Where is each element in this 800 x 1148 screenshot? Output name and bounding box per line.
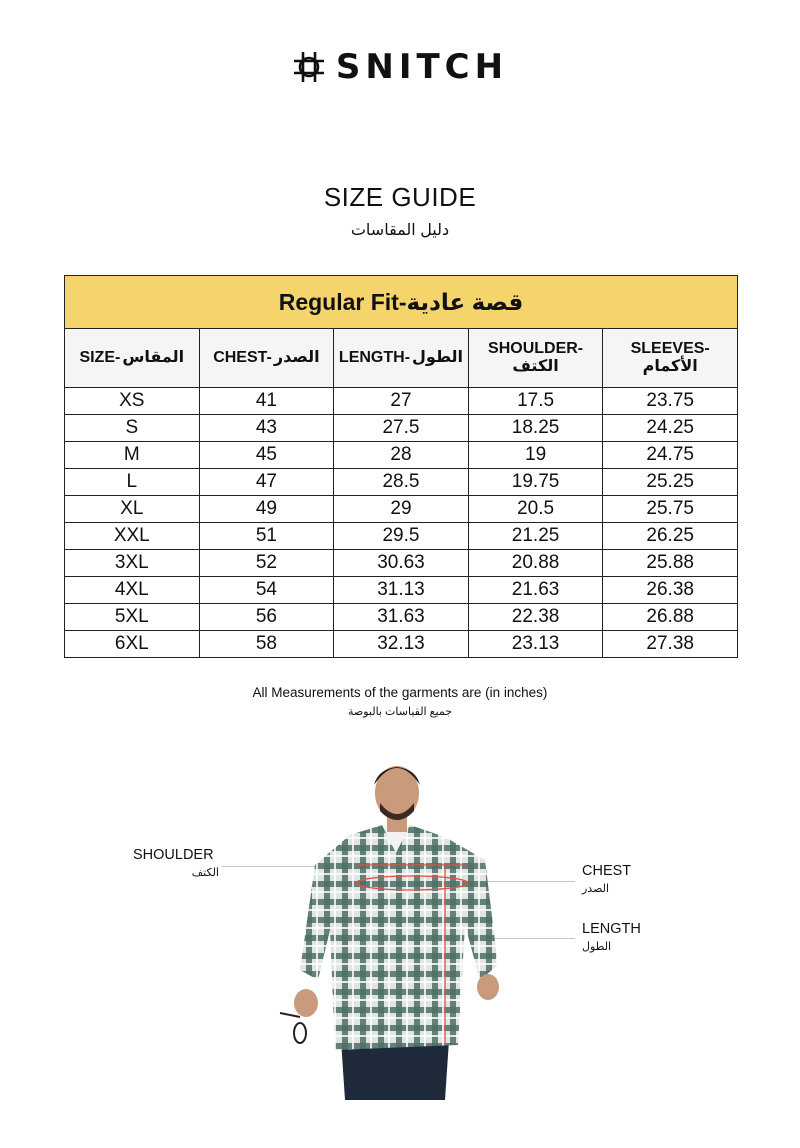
table-row [65,577,738,604]
column-header-shoulder [468,329,603,388]
table-cell-sleeves: 25.25 [603,469,738,496]
table-cell-length: 31.13 [334,577,469,604]
table-cell-length: 28.5 [334,469,469,496]
table-cell-sleeves: 24.75 [603,442,738,469]
table-cell-length: 29 [334,496,469,523]
table-cell-sleeves: 25.88 [603,550,738,577]
table-cell-size: XS [65,388,200,415]
table-cell-shoulder: 21.25 [468,523,603,550]
table-cell-size: S [65,415,200,442]
table-cell-size: M [65,442,200,469]
table-cell-chest: 54 [199,577,334,604]
table-cell-chest: 56 [199,604,334,631]
table-cell-shoulder: 23.13 [468,631,603,658]
table-row [65,469,738,496]
column-header-sleeves [603,329,738,388]
table-cell-size: 6XL [65,631,200,658]
table-cell-shoulder: 19 [468,442,603,469]
table-cell-chest: 51 [199,523,334,550]
column-header-ar: الطول [412,349,464,366]
table-cell-chest: 47 [199,469,334,496]
table-cell-chest: 45 [199,442,334,469]
column-header-ar: الكتف [512,358,559,375]
column-header-ar: المقاس [122,349,185,366]
snitch-knot-icon [292,50,326,84]
measurement-note: All Measurements of the garments are (in inches) [252,685,548,700]
table-cell-shoulder: 18.25 [468,415,603,442]
label-length-arabic: الطول [582,941,612,953]
table-cell-length: 31.63 [334,604,469,631]
size-chart-table [64,328,738,658]
table-cell-sleeves: 26.38 [603,577,738,604]
measurement-note-arabic: جميع القياسات بالبوصة [347,706,453,718]
column-header-ar: الصدر [273,349,320,366]
table-cell-size: XL [65,496,200,523]
table-cell-sleeves: 26.88 [603,604,738,631]
table-cell-sleeves: 25.75 [603,496,738,523]
table-cell-sleeves: 24.25 [603,415,738,442]
table-cell-shoulder: 17.5 [468,388,603,415]
column-header-en: LENGTH- [338,349,411,366]
column-header-chest [199,329,334,388]
table-row [65,388,738,415]
label-chest-arabic: الصدر [582,883,610,895]
column-header-en: CHEST- [213,349,272,366]
table-row [65,523,738,550]
table-cell-length: 32.13 [334,631,469,658]
table-cell-sleeves: 23.75 [603,388,738,415]
label-length: LENGTH [582,921,641,937]
table-cell-sleeves: 27.38 [603,631,738,658]
column-header-en: SHOULDER- [488,340,584,357]
size-table [64,275,738,658]
table-cell-length: 27 [334,388,469,415]
table-row [65,415,738,442]
table-header-row [65,329,738,388]
table-cell-chest: 43 [199,415,334,442]
table-row [65,442,738,469]
table-cell-shoulder: 19.75 [468,469,603,496]
table-cell-length: 30.63 [334,550,469,577]
page-title: SIZE GUIDE [323,182,477,212]
table-cell-shoulder: 22.38 [468,604,603,631]
page-title-arabic: دليل المقاسات [350,222,450,239]
table-cell-size: L [65,469,200,496]
model-figure [270,755,520,1100]
table-cell-sleeves: 26.25 [603,523,738,550]
table-cell-size: 5XL [65,604,200,631]
table-cell-chest: 41 [199,388,334,415]
table-cell-chest: 49 [199,496,334,523]
table-row [65,550,738,577]
column-header-en: SIZE- [79,349,121,366]
table-cell-chest: 52 [199,550,334,577]
table-row [65,631,738,658]
table-cell-size: 4XL [65,577,200,604]
fit-header: Regular Fit-قصة عادية [64,275,738,328]
label-shoulder-arabic: الكتف [191,867,219,879]
table-body [65,388,738,658]
brand-name: SNITCH [335,47,509,87]
brand-logo [0,47,800,87]
table-cell-shoulder: 20.88 [468,550,603,577]
table-cell-shoulder: 20.5 [468,496,603,523]
table-cell-length: 27.5 [334,415,469,442]
table-cell-shoulder: 21.63 [468,577,603,604]
table-cell-length: 28 [334,442,469,469]
table-cell-length: 29.5 [334,523,469,550]
table-row [65,496,738,523]
column-header-length [334,329,469,388]
table-cell-chest: 58 [199,631,334,658]
label-shoulder: SHOULDER [133,847,214,863]
table-row [65,604,738,631]
column-header-size [65,329,200,388]
table-cell-size: XXL [65,523,200,550]
label-chest: CHEST [582,863,632,879]
table-cell-size: 3XL [65,550,200,577]
column-header-en: SLEEVES- [630,340,710,357]
column-header-ar: الأكمام [642,358,698,375]
